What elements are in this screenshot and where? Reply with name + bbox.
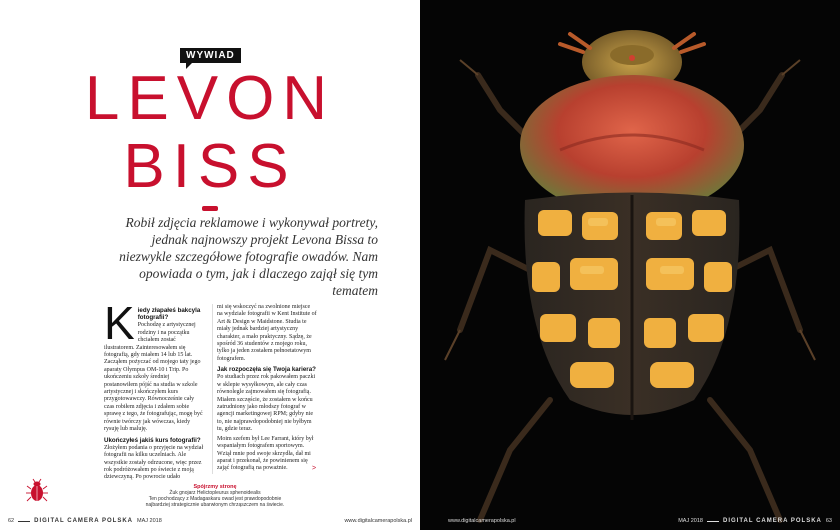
answer-2: Złożyłem podania o przyjęcie na wydział fotografii na kilku uczelniach. Ale wszystkie zostały odrzucone, więc przez rok podróżowałem po świecie z moją dziewczyną. Po powrocie udało [104,444,204,481]
footer-url-left[interactable]: www.digitalcamerapolska.pl [344,518,412,524]
section-tag: WYWIAD [180,48,241,63]
page-number-right: 63 [825,518,832,524]
title-accent-dash [202,206,218,211]
image-caption [90,484,340,508]
right-page [420,0,840,530]
answer-3: Po studiach przez rok pakowałem paczki w sklepie wysyłkowym, ale cały czas równolegle zajmowałem się fotografią. Miałem szczęście, że zostałem w końcu zatrudniony jako młodszy fotograf w agencji marketingowej RPM; gdyby nie to, nie najprawdopodobniej nie byłbym tu, gdzie teraz. [217,374,316,433]
footer-left [8,518,162,524]
footer-url-right[interactable]: www.digitalcamerapolska.pl [448,518,516,524]
question-1: iedy złapałeś bakcyla fotografii? [137,307,201,322]
footer-rule-left [18,521,30,522]
footer-rule-right [707,521,719,522]
title-line-2: BISS [123,132,297,201]
footer-issue-left: MAJ 2018 [137,518,162,524]
question-2: Ukończyłeś jakiś kurs fotografii? [104,436,201,444]
beetle-photo [420,0,840,530]
body-column-2 [217,304,317,475]
article-lead: Robił zdjęcia reklamowe i wykonywał portrety, jednak najnowszy projekt Levona Bissa to niezwykle szczegółowe fotografie owadów. Nam opowiada o tym, jak i dlaczego zajął się tym tematem [119,215,378,298]
answer-1: Pochodzę z artystycznej rodziny i na początku chciałem zostać ilustratorem. Zainteresowałem się fotografią, gdy miałem 14 lub 15 lat. Zacząłem pożyczać od mojego taty jego aparaty Olympus OM-10 i Trip. Po ukończeniu szkoły średniej postanowiłem pójść na studia w szkole artystycznej i skończyłem kurs przygotowawczy. Równocześnie cały czas robiłem zdjęcia i zdałem sobie sprawę z tego, że fotografując, mogę być równie twórczy jak wówczas, kiedy rysuję lub maluję. [104,322,203,433]
body-column-1 [104,297,204,484]
caption-title: Spójrzmy stronę [193,484,237,490]
footer-brand-right: DIGITAL CAMERA POLSKA [722,518,822,524]
question-3: Jak rozpoczęła się Twoja kariera? [217,366,316,374]
column-divider [212,304,213,474]
page-number-left: 62 [8,518,15,524]
footer-issue-right: MAJ 2018 [678,518,703,524]
caption-line-1: Żuk gnojarz Helictopleurus sphenoidealis [169,490,261,496]
footer-right [678,518,832,524]
caption-line-2: Ten pochodzący z Madagaskaru owad jest prawdopodobnie [148,496,282,502]
footer-brand-left: DIGITAL CAMERA POLSKA [34,518,134,524]
title-line-1: LEVON [84,64,336,133]
answer-2-continued: mi się wskoczyć na zwolnione miejsce na wydziale fotografii w Kent Institute of Art & Design w Maidstone. Studia te miały jednak bardziej artystyczny charakter, a mało praktyczny. Sądzę, że spośród 36 studentów z mojego roku, tylko ja jeden zostałem pełnoetatowym fotografem. [217,304,317,362]
caption-line-3: najbardziej strategicznie ubarwionym chrząszczem na świecie. [145,502,285,508]
answer-3b: Moim szefem był Lee Farrant, który był wspaniałym fotografem sportowym. Wziął mnie pod swoje skrzydła, dał mi aparat i przekonał, że powinienem się zająć fotografią na poważnie. [217,435,314,472]
continue-arrow[interactable]: > [312,465,317,472]
drop-cap: K [104,297,135,349]
beetle-thumbnail-icon [26,478,48,504]
